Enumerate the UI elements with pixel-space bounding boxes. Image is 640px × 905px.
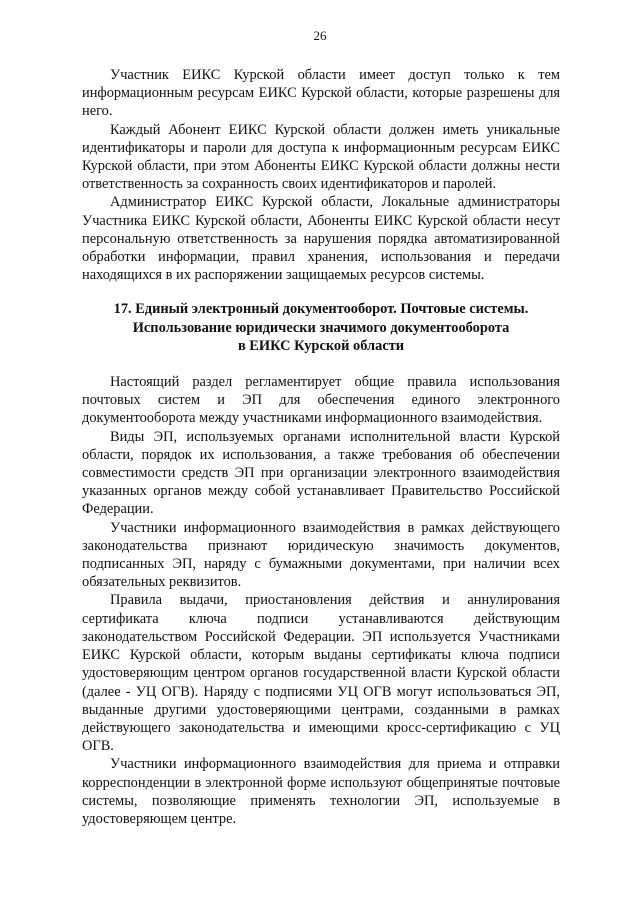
paragraph-mail-systems: Участники информационного взаимодействия для приема и отправки корреспонденции в электронной форме используют общепринятые почтовые системы, позволяющие применять технологии ЭП, используемые в удостоверяющем центре. — [82, 756, 560, 827]
section-heading-line: в ЕИКС Курской области — [237, 337, 405, 354]
paragraph-legal-significance: Участники информационного взаимодействия в рамках действующего законодательства признают юридическую значимость документов, подписанных ЭП, наряду с бумажными документами, при наличии всех обязательных реквизитов. — [82, 519, 560, 591]
paragraph-participant-access: Участник ЕИКС Курской области имеет доступ только к тем информационным ресурсам ЕИКС Курской области, которые разрешены для него. — [82, 67, 560, 120]
section-heading — [82, 300, 560, 355]
section-heading-line: Использование юридически значимого документооборота — [132, 319, 510, 336]
paragraph-administrator-responsibility: Администратор ЕИКС Курской области, Локальные администраторы Участника ЕИКС Курской области, Абоненты ЕИКС Курской области несут персональную ответственность за нарушения порядка автоматизированной обработки информации, правил хранения, использования и передачи находящихся в их распоряжении защищаемых ресурсов системы. — [82, 194, 560, 284]
paragraph-certificate-rules: Правила выдачи, приостановления действия и аннулирования сертификата ключа подписи устанавливаются действующим законодательством Российской Федерации. ЭП используется Участниками ЕИКС Курской области, которым выданы сертификаты ключа подписи удостоверяющим центром органов государственной власти Курской области (далее - УЦ ОГВ). Наряду с подписями УЦ ОГВ могут использоваться ЭП, выданные другими удостоверяющими центрами, созданными в рамках действующего законодательства и имеющими кросс-сертификацию с УЦ ОГВ. — [82, 592, 560, 755]
paragraph-subscriber-identifiers: Каждый Абонент ЕИКС Курской области должен иметь уникальные идентификаторы и пароли для доступа к информационным ресурсам ЕИКС Курской области, при этом Абоненты ЕИКС Курской области должны нести ответственность за сохранность своих идентификаторов и паролей. — [82, 121, 560, 193]
paragraph-section-scope: Настоящий раздел регламентирует общие правила использования почтовых систем и ЭП для обеспечения единого электронного документооборота между участниками информационного взаимодействия. — [82, 374, 560, 427]
section-heading-line: 17. Единый электронный документооборот. Почтовые системы. — [113, 301, 529, 318]
paragraph-signature-types: Виды ЭП, используемых органами исполнительной власти Курской области, порядок их использования, а также требования об обеспечении совместимости средств ЭП при организации электронного взаимодействия указанных органов между собой устанавливает Правительство Российской Федерации. — [82, 428, 560, 518]
document-body — [82, 66, 560, 828]
page-number: 26 — [313, 28, 327, 43]
